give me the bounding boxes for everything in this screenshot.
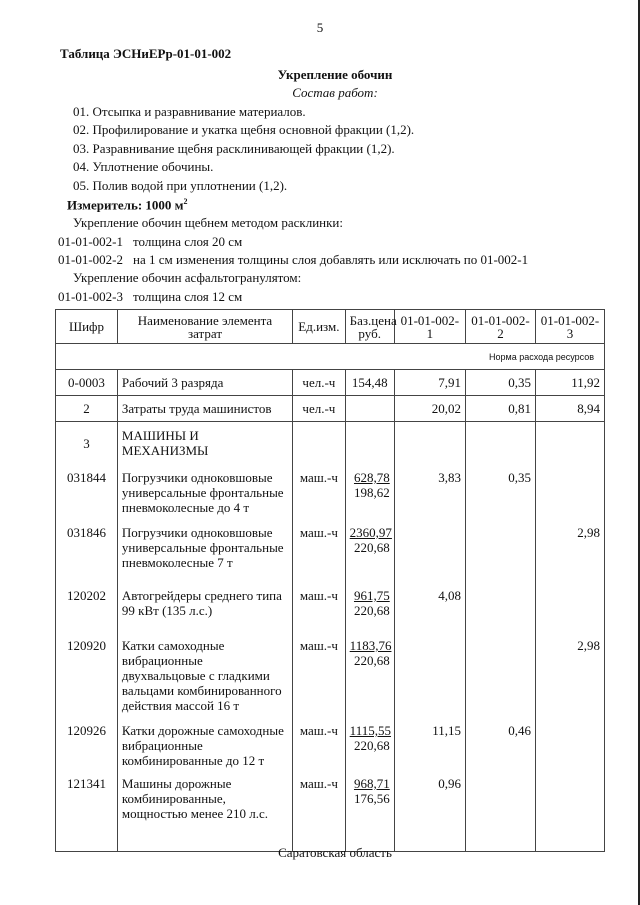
machine-code: 120202 xyxy=(56,580,118,630)
machine-value-1: 11,15 xyxy=(394,719,465,774)
row-value-1: 7,91 xyxy=(394,370,465,396)
empty-cell xyxy=(345,422,394,469)
machine-code: 120926 xyxy=(56,719,118,774)
group-title: Укрепление обочин щебнем методом расклинки: xyxy=(73,215,343,230)
machine-price: 2360,97 xyxy=(349,525,392,540)
machines-section-row xyxy=(56,422,605,469)
machine-value-3: 2,98 xyxy=(536,521,605,580)
work-item: 01. Отсыпка и разравнивание материалов. xyxy=(73,104,306,119)
norm-label-row xyxy=(56,344,605,370)
machine-price-cell xyxy=(345,521,394,580)
machine-value-1: 0,96 xyxy=(394,774,465,852)
header-col-3: 01-01-002-3 xyxy=(536,310,605,344)
work-item: 05. Полив водой при уплотнении (1,2). xyxy=(73,178,288,193)
machine-unit: маш.-ч xyxy=(293,774,346,852)
machine-value-3 xyxy=(536,580,605,630)
machine-price: 628,78 xyxy=(353,470,390,485)
machine-name: Катки самоходные вибрационные двухвальцовые с гладкими вальцами комбинированного действия массой 16 т xyxy=(117,630,292,719)
machine-value-3 xyxy=(536,774,605,852)
machine-code: 031844 xyxy=(56,468,118,521)
work-item: 04. Уплотнение обочины. xyxy=(73,159,214,174)
row-name: Затраты труда машинистов xyxy=(117,396,292,422)
machine-unit: маш.-ч xyxy=(293,580,346,630)
work-item: 02. Профилирование и укатка щебня основной фракции (1,2). xyxy=(73,122,415,137)
machine-row xyxy=(56,719,605,774)
machine-operator-wage: 176,56 xyxy=(353,791,390,806)
header-name: Наименование элемента затрат xyxy=(117,310,292,344)
row-unit: чел.-ч xyxy=(293,396,346,422)
machine-code: 031846 xyxy=(56,521,118,580)
row-price xyxy=(345,396,394,422)
row-code: 0-0003 xyxy=(56,370,118,396)
machine-value-3: 2,98 xyxy=(536,630,605,719)
machine-value-2 xyxy=(465,774,535,852)
machine-row xyxy=(56,580,605,630)
row-name: Рабочий 3 разряда xyxy=(117,370,292,396)
code-line-text: на 1 см изменения толщины слоя добавлять или исключать по 01-002-1 xyxy=(133,252,529,267)
empty-cell xyxy=(293,422,346,469)
machine-price-cell xyxy=(345,774,394,852)
machine-operator-wage: 198,62 xyxy=(353,485,390,500)
machine-name: Погрузчики одноковшовые универсальные фронтальные пневмоколесные до 4 т xyxy=(117,468,292,521)
group-title: Укрепление обочин асфальтогранулятом: xyxy=(73,270,302,285)
machine-name: Автогрейдеры среднего типа 99 кВт (135 л.с.) xyxy=(117,580,292,630)
table-row xyxy=(56,370,605,396)
machine-price: 968,71 xyxy=(353,776,390,791)
machine-price-cell xyxy=(345,719,394,774)
section-name: МАШИНЫ И МЕХАНИЗМЫ xyxy=(117,422,292,469)
machine-unit: маш.-ч xyxy=(293,719,346,774)
machine-row xyxy=(56,774,605,852)
table-row xyxy=(56,396,605,422)
code-line-code: 01-01-002-2 xyxy=(58,252,123,267)
machine-price-cell xyxy=(345,630,394,719)
code-line-text: толщина слоя 12 см xyxy=(133,289,243,304)
machine-value-1 xyxy=(394,630,465,719)
header-col-1: 01-01-002-1 xyxy=(394,310,465,344)
row-value-2: 0,35 xyxy=(465,370,535,396)
table-code: Таблица ЭСНиЕРр-01-01-002 xyxy=(60,46,232,61)
machine-row xyxy=(56,468,605,521)
code-line-text: толщина слоя 20 см xyxy=(133,234,243,249)
measure-superscript: 2 xyxy=(183,197,188,206)
machine-value-2: 0,46 xyxy=(465,719,535,774)
header-price: Баз.цена руб. xyxy=(345,310,394,344)
machine-value-1: 4,08 xyxy=(394,580,465,630)
page-number: 5 xyxy=(316,20,324,35)
header-code: Шифр xyxy=(56,310,118,344)
works-title: Состав работ: xyxy=(292,85,378,100)
machine-code: 121341 xyxy=(56,774,118,852)
machine-value-3 xyxy=(536,719,605,774)
machine-value-3 xyxy=(536,468,605,521)
machine-price-cell xyxy=(345,580,394,630)
machine-row xyxy=(56,630,605,719)
machine-operator-wage: 220,68 xyxy=(353,603,390,618)
header-unit: Ед.изм. xyxy=(293,310,346,344)
machine-value-2 xyxy=(465,521,535,580)
measure-label: Измеритель: 1000 м xyxy=(67,197,184,213)
row-value-3: 11,92 xyxy=(536,370,605,396)
row-unit: чел.-ч xyxy=(293,370,346,396)
machine-price-cell xyxy=(345,468,394,521)
code-line xyxy=(58,252,528,268)
machine-value-1 xyxy=(394,521,465,580)
machine-value-2 xyxy=(465,580,535,630)
machine-price: 1115,55 xyxy=(349,723,391,738)
machine-rows xyxy=(56,468,605,852)
row-value-2: 0,81 xyxy=(465,396,535,422)
work-item: 03. Разравнивание щебня расклинивающей фракции (1,2). xyxy=(73,141,395,156)
machine-row xyxy=(56,521,605,580)
empty-cell xyxy=(394,422,465,469)
code-line-code: 01-01-002-1 xyxy=(58,234,123,249)
machine-unit: маш.-ч xyxy=(293,521,346,580)
machine-value-2: 0,35 xyxy=(465,468,535,521)
machine-price: 961,75 xyxy=(353,588,390,603)
section-title: Укрепление обочин xyxy=(277,67,393,82)
section-code: 3 xyxy=(56,422,118,469)
machine-operator-wage: 220,68 xyxy=(353,653,390,668)
empty-cell xyxy=(536,422,605,469)
row-price: 154,48 xyxy=(345,370,394,396)
empty-cell xyxy=(465,422,535,469)
table-header-row xyxy=(56,310,605,344)
norms-table xyxy=(55,309,605,852)
machine-operator-wage: 220,68 xyxy=(353,540,390,555)
row-value-1: 20,02 xyxy=(394,396,465,422)
code-line xyxy=(58,234,242,250)
code-line xyxy=(58,289,242,305)
machine-operator-wage: 220,68 xyxy=(353,738,390,753)
row-code: 2 xyxy=(56,396,118,422)
measure-unit xyxy=(67,197,188,213)
norm-label: Норма расхода ресурсов xyxy=(56,344,605,370)
machine-name: Катки дорожные самоходные вибрационные комбинированные до 12 т xyxy=(117,719,292,774)
machine-unit: маш.-ч xyxy=(293,468,346,521)
machine-price: 1183,76 xyxy=(349,638,392,653)
machine-name: Погрузчики одноковшовые универсальные фронтальные пневмоколесные 7 т xyxy=(117,521,292,580)
machine-value-1: 3,83 xyxy=(394,468,465,521)
machine-value-2 xyxy=(465,630,535,719)
machine-unit: маш.-ч xyxy=(293,630,346,719)
header-col-2: 01-01-002-2 xyxy=(465,310,535,344)
machine-name: Машины дорожные комбинированные, мощностью менее 210 л.с. xyxy=(117,774,292,852)
row-value-3: 8,94 xyxy=(536,396,605,422)
machine-code: 120920 xyxy=(56,630,118,719)
footer-region: Саратовская область xyxy=(278,845,392,860)
code-line-code: 01-01-002-3 xyxy=(58,289,123,304)
